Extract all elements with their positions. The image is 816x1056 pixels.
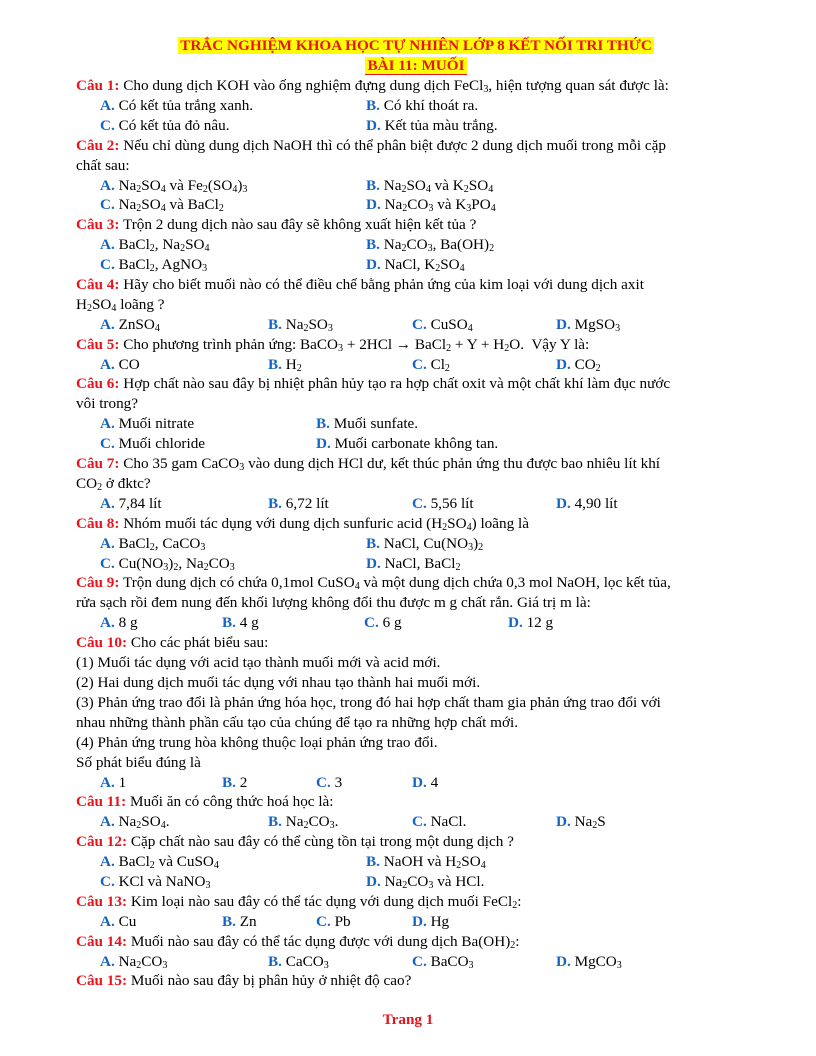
answer-option <box>556 812 606 832</box>
answer-row <box>76 116 756 136</box>
answer-text: MgCO$_3$ <box>570 952 622 971</box>
answer-text: BaCl$_2$, CaCO$_3$ <box>114 534 206 553</box>
question-label: Câu 13: <box>76 892 128 910</box>
answer-option <box>100 812 170 832</box>
question-8 <box>76 514 756 574</box>
answer-option <box>316 414 418 434</box>
answer-label: A. <box>100 952 115 970</box>
question-text-line <box>76 474 756 494</box>
question-5 <box>76 335 756 375</box>
question-text: Hãy cho biết muối nào có thể điều chế bằng phản ứng của kim loại với dung dịch axit <box>123 275 644 293</box>
question-stem <box>76 633 756 653</box>
answer-label: D. <box>366 256 381 274</box>
answer-label: A. <box>100 773 115 791</box>
answer-label: A. <box>100 494 115 512</box>
question-7 <box>76 454 756 514</box>
answer-text: $Cl_2$ <box>426 355 450 374</box>
answer-label: B. <box>222 614 236 632</box>
answer-text: $Na_2CO_3$, $Ba(OH)_2$ <box>379 236 495 255</box>
answer-label: B. <box>366 236 380 254</box>
answer-text: NaOH và $H_2SO_4$ <box>379 853 486 872</box>
answer-row <box>76 96 756 116</box>
answer-text: $Na_2SO_4$ và $Fe_2(SO_4)_3$ <box>114 176 248 195</box>
question-10 <box>76 633 756 792</box>
question-text: Nếu chỉ dùng dung dịch NaOH thì có thể phân biệt được 2 dung dịch muối trong mỗi cặp <box>123 136 666 154</box>
question-12 <box>76 832 756 892</box>
answer-label: A. <box>100 813 115 831</box>
question-stem <box>76 215 756 235</box>
answer-text: Kết tủa màu trắng. <box>380 116 498 134</box>
answer-text: $Na_2S$ <box>570 813 606 832</box>
answer-text: $H_2$ <box>281 355 302 374</box>
answer-row <box>76 534 756 554</box>
answer-text: $Na_2CO_3$. <box>281 813 339 832</box>
answer-option <box>412 912 449 932</box>
question-label: Câu 8: <box>76 514 120 532</box>
question-text: Cho phương trình phản ứng: BaCO$_3$ + 2HCl → BaCl$_2$ + $Y + H_2O$. Vậy Y là: <box>123 335 590 354</box>
answer-label: D. <box>412 773 427 791</box>
answer-label: A. <box>100 912 115 930</box>
answer-label: B. <box>366 534 380 552</box>
answer-text: Có kết tủa đỏ nâu. <box>114 116 230 134</box>
question-label: Câu 11: <box>76 793 127 811</box>
question-9 <box>76 573 756 633</box>
answer-option <box>100 494 162 514</box>
answer-label: C. <box>316 912 331 930</box>
answer-option <box>366 554 460 574</box>
question-6 <box>76 374 756 454</box>
answer-text: $Na_2SO_4$ và $K_2SO_4$ <box>379 176 494 195</box>
answer-option <box>100 434 205 454</box>
question-label: Câu 9: <box>76 574 120 592</box>
question-15 <box>76 971 756 991</box>
answer-label: B. <box>222 912 236 930</box>
answer-text: Zn <box>235 912 257 930</box>
answer-text: 2 <box>235 773 248 791</box>
question-2 <box>76 136 756 216</box>
answer-label: A. <box>100 534 115 552</box>
answer-label: D. <box>412 912 427 930</box>
answer-option <box>366 255 465 275</box>
answer-label: C. <box>412 355 427 373</box>
answer-text: 1 <box>114 773 127 791</box>
answer-label: C. <box>364 614 379 632</box>
answer-label: C. <box>100 554 115 572</box>
question-label: Câu 1: <box>76 77 120 94</box>
question-text-line <box>76 733 756 753</box>
question-text: chất sau: <box>76 156 130 174</box>
question-stem <box>76 792 756 812</box>
answer-row <box>76 872 756 892</box>
answer-text: CO <box>114 355 140 373</box>
answer-text: NaCl. <box>426 813 467 831</box>
answer-option <box>100 554 235 574</box>
question-text-line <box>76 394 756 414</box>
question-stem <box>76 76 756 96</box>
answer-option <box>100 613 138 633</box>
answer-text: 5,56 lít <box>426 494 474 512</box>
answer-label: A. <box>100 236 115 254</box>
answer-option <box>100 534 205 554</box>
answer-row <box>76 355 756 375</box>
answer-label: B. <box>316 415 330 433</box>
document-title: TRẮC NGHIỆM KHOA HỌC TỰ NHIÊN LỚP 8 KẾT NỐI TRI THỨC <box>180 37 652 54</box>
answer-label: C. <box>412 813 427 831</box>
answer-option <box>222 773 247 793</box>
answer-text: $CO_2$ <box>570 355 601 374</box>
answer-option <box>100 315 160 335</box>
answer-label: A. <box>100 96 115 114</box>
answer-label: D. <box>366 196 381 214</box>
answer-option <box>366 534 483 554</box>
answer-label: B. <box>268 355 282 373</box>
answer-label: C. <box>100 116 115 134</box>
answer-option <box>100 255 207 275</box>
answer-text: MgSO$_3$ <box>570 315 621 334</box>
answer-text: Cu <box>114 912 137 930</box>
answer-option <box>508 613 553 633</box>
answer-row <box>76 613 756 633</box>
answer-row <box>76 195 756 215</box>
answer-option <box>412 812 466 832</box>
answer-text: KCl và NaNO$_3$ <box>114 872 211 891</box>
answer-label: D. <box>556 952 571 970</box>
question-text-line <box>76 713 756 733</box>
answer-option <box>100 235 210 255</box>
answer-text: 3 <box>330 773 343 791</box>
question-label: Câu 3: <box>76 216 120 234</box>
answer-text: $Na_2CO_3$ <box>114 952 168 971</box>
answer-text: CuSO$_4$ <box>426 315 473 334</box>
answer-label: B. <box>268 813 282 831</box>
answer-text: $Na_2CO_3$ và HCl. <box>380 872 485 891</box>
answer-text: Có khí thoát ra. <box>379 96 479 114</box>
question-stem <box>76 514 756 534</box>
answer-text: 6 g <box>378 614 402 632</box>
answer-text: $Na_2SO_3$ <box>281 315 333 334</box>
question-text-line <box>76 295 756 315</box>
answer-option <box>316 912 351 932</box>
answer-label: C. <box>100 256 115 274</box>
answer-option <box>222 613 259 633</box>
answer-label: D. <box>556 494 571 512</box>
answer-row <box>76 912 756 932</box>
answer-text: NaCl, $Cu(NO_3)_2$ <box>379 534 484 553</box>
answer-text: ZnSO$_4$ <box>114 315 160 334</box>
question-text: Muối nào sau đây bị phân hủy ở nhiệt độ cao? <box>130 972 412 990</box>
question-text: Muối ăn có công thức hoá học là: <box>130 793 334 811</box>
question-stem <box>76 971 756 991</box>
answer-label: C. <box>412 952 427 970</box>
answer-row <box>76 852 756 872</box>
answer-text: Muối chloride <box>114 435 206 453</box>
answer-label: B. <box>268 952 282 970</box>
answer-text: BaCl$_2$ và CuSO$_4$ <box>114 853 219 872</box>
question-text-line <box>76 593 756 613</box>
answer-label: A. <box>100 415 115 433</box>
answer-option <box>316 434 498 454</box>
answer-text: Hg <box>426 912 450 930</box>
answer-row <box>76 773 756 793</box>
question-11 <box>76 792 756 832</box>
question-label: Câu 10: <box>76 634 128 652</box>
answer-label: A. <box>100 355 115 373</box>
question-text-line <box>76 653 756 673</box>
page-footer: Trang 1 <box>382 1011 434 1028</box>
question-stem <box>76 892 756 912</box>
answer-text: NaCl, BaCl$_2$ <box>380 554 461 573</box>
answer-text: CaCO$_3$ <box>281 952 329 971</box>
answer-label: B. <box>366 176 380 194</box>
answer-text: 6,72 lít <box>281 494 329 512</box>
answer-text: Có kết tủa trắng xanh. <box>114 96 254 114</box>
answer-option <box>268 494 329 514</box>
question-text: Cho dung dịch KOH vào ống nghiệm đựng dung dịch FeCl$_3$, hiện tượng quan sát được là: <box>123 77 669 95</box>
answer-text: $Cu(NO_3)_2$, $Na_2CO_3$ <box>114 554 235 573</box>
answer-text: BaCO$_3$ <box>426 952 474 971</box>
question-3 <box>76 215 756 275</box>
answer-row <box>76 235 756 255</box>
answer-text: 4 g <box>235 614 259 632</box>
answer-row <box>76 315 756 335</box>
answer-label: D. <box>316 435 331 453</box>
question-stem <box>76 374 756 394</box>
question-text: Số phát biểu đúng là <box>76 753 201 771</box>
answer-option <box>268 355 302 375</box>
question-label: Câu 5: <box>76 335 120 353</box>
answer-label: C. <box>412 315 427 333</box>
question-stem <box>76 454 756 474</box>
answer-label: B. <box>366 853 380 871</box>
answer-label: B. <box>366 96 380 114</box>
question-label: Câu 14: <box>76 932 128 950</box>
question-text: Cho 35 gam CaCO$_3$ vào dung dịch HCl dư, kết thúc phản ứng thu được bao nhiêu lít khí <box>123 455 661 474</box>
answer-label: C. <box>100 435 115 453</box>
answer-option <box>268 952 329 972</box>
answer-label: B. <box>222 773 236 791</box>
answer-option <box>100 176 247 196</box>
answer-option <box>100 116 230 136</box>
question-label: Câu 4: <box>76 275 120 293</box>
answer-label: B. <box>268 315 282 333</box>
answer-label: D. <box>556 355 571 373</box>
answer-option <box>100 414 194 434</box>
answer-text: $Na_2CO_3$ và $K_3PO_4$ <box>380 196 496 215</box>
answer-text: 7,84 lít <box>114 494 162 512</box>
question-text: Nhóm muối tác dụng với dung dịch sunfuric acid $(H_2SO_4)$ loãng là <box>123 514 529 533</box>
answer-text: Muối carbonate không tan. <box>330 435 499 453</box>
answer-label: D. <box>366 554 381 572</box>
question-text: $H_2SO_4$ loãng ? <box>76 295 165 314</box>
question-stem <box>76 932 756 952</box>
answer-row <box>76 414 756 434</box>
answer-option <box>364 613 402 633</box>
question-label: Câu 15: <box>76 972 128 990</box>
answer-label: D. <box>366 872 381 890</box>
answer-label: C. <box>412 494 427 512</box>
answer-label: A. <box>100 176 115 194</box>
answer-option <box>100 952 167 972</box>
question-text: vôi trong? <box>76 395 139 413</box>
answer-text: 4,90 lít <box>570 494 618 512</box>
answer-option <box>100 852 219 872</box>
question-stem <box>76 335 756 355</box>
answer-option <box>366 235 494 255</box>
question-text-line <box>76 753 756 773</box>
question-text-line <box>76 693 756 713</box>
question-label: Câu 7: <box>76 455 120 473</box>
answer-option <box>100 872 210 892</box>
answer-text: $Na_2SO_4$ và BaCl$_2$ <box>114 196 224 215</box>
question-stem <box>76 136 756 156</box>
answer-label: A. <box>100 614 115 632</box>
question-text: Hợp chất nào sau đây bị nhiệt phân hủy tạo ra hợp chất oxit và một chất khí làm đục nước <box>123 375 671 393</box>
answer-label: C. <box>100 196 115 214</box>
answer-text: Muối nitrate <box>114 415 195 433</box>
question-stem <box>76 573 756 593</box>
answer-option <box>412 952 474 972</box>
answer-label: D. <box>366 116 381 134</box>
question-text: (2) Hai dung dịch muối tác dụng với nhau tạo thành hai muối mới. <box>76 673 481 691</box>
answer-option <box>556 315 620 335</box>
question-text-line <box>76 156 756 176</box>
answer-option <box>412 355 450 375</box>
answer-label: C. <box>316 773 331 791</box>
answer-row <box>76 494 756 514</box>
answer-option <box>222 912 257 932</box>
answer-label: D. <box>556 813 571 831</box>
question-text: Trộn dung dịch có chứa 0,1mol CuSO$_4$ và một dung dịch chứa 0,3 mol NaOH, lọc kết tủa, <box>123 574 671 593</box>
answer-label: A. <box>100 315 115 333</box>
answer-row <box>76 952 756 972</box>
answer-text: 4 <box>426 773 439 791</box>
answer-option <box>366 852 486 872</box>
answer-option <box>412 773 438 793</box>
answer-text: NaCl, $K_2SO_4$ <box>380 256 465 275</box>
answer-row <box>76 554 756 574</box>
question-stem <box>76 832 756 852</box>
answer-option <box>366 176 493 196</box>
answer-option <box>100 195 224 215</box>
answer-text: BaCl$_2$, AgNO$_3$ <box>114 256 208 275</box>
question-text-line <box>76 673 756 693</box>
answer-option <box>556 952 622 972</box>
answer-option <box>412 315 473 335</box>
answer-row <box>76 176 756 196</box>
question-text: Cặp chất nào sau đây có thể cùng tồn tại trong một dung dịch ? <box>130 833 514 851</box>
answer-option <box>100 355 140 375</box>
question-text: rửa sạch rồi đem nung đến khối lượng không đổi thu được m g chất rắn. Giá trị m là: <box>76 594 591 612</box>
question-text: Kim loại nào sau đây có thể tác dụng với dung dịch muối FeCl$_2$: <box>130 892 522 911</box>
answer-text: Pb <box>330 912 351 930</box>
answer-option <box>316 773 342 793</box>
answer-option <box>100 912 136 932</box>
question-13 <box>76 892 756 932</box>
question-4 <box>76 275 756 335</box>
answer-option <box>366 872 484 892</box>
question-label: Câu 2: <box>76 136 120 154</box>
question-text: Cho các phát biểu sau: <box>130 634 269 652</box>
answer-option <box>268 812 338 832</box>
question-text: (3) Phản ứng trao đổi là phản ứng hóa học, trong đó hai hợp chất tham gia phản ứng trao đổi với <box>76 693 661 711</box>
answer-label: D. <box>508 614 523 632</box>
answer-label: B. <box>268 494 282 512</box>
answer-option <box>556 494 618 514</box>
question-14 <box>76 932 756 972</box>
question-text: nhau những thành phần cấu tạo của chúng để tạo ra những hợp chất mới. <box>76 713 519 731</box>
answer-label: C. <box>100 872 115 890</box>
answer-text: BaCl$_2$, $Na_2SO_4$ <box>114 236 210 255</box>
answer-row <box>76 812 756 832</box>
question-text: Trộn 2 dung dịch nào sau đây sẽ không xuất hiện kết tủa ? <box>123 216 477 234</box>
answer-label: D. <box>556 315 571 333</box>
question-text: (1) Muối tác dụng với acid tạo thành muối mới và acid mới. <box>76 654 441 672</box>
question-stem <box>76 275 756 295</box>
answer-option <box>366 116 498 136</box>
answer-option <box>366 195 496 215</box>
question-list <box>76 76 756 991</box>
question-1 <box>76 76 756 136</box>
answer-option <box>412 494 474 514</box>
answer-option <box>268 315 333 335</box>
answer-label: A. <box>100 853 115 871</box>
answer-option <box>366 96 478 116</box>
question-text: (4) Phản ứng trung hòa không thuộc loại phản ứng trao đổi. <box>76 733 438 751</box>
answer-row <box>76 434 756 454</box>
answer-text: $Na_2SO_4$. <box>114 813 170 832</box>
answer-option <box>100 96 253 116</box>
answer-text: 12 g <box>522 614 554 632</box>
lesson-subtitle: BÀI 11: MUỐI <box>367 57 465 74</box>
answer-option <box>556 355 601 375</box>
answer-text: 8 g <box>114 614 138 632</box>
question-label: Câu 6: <box>76 375 120 393</box>
answer-row <box>76 255 756 275</box>
answer-option <box>100 773 126 793</box>
question-label: Câu 12: <box>76 833 128 851</box>
answer-text: Muối sunfate. <box>329 415 419 433</box>
question-text: Muối nào sau đây có thể tác dụng được với dung dịch $Ba(OH)_2$: <box>130 932 520 951</box>
question-text: $CO_2$ ở đktc? <box>76 474 151 493</box>
document-page <box>76 36 756 991</box>
